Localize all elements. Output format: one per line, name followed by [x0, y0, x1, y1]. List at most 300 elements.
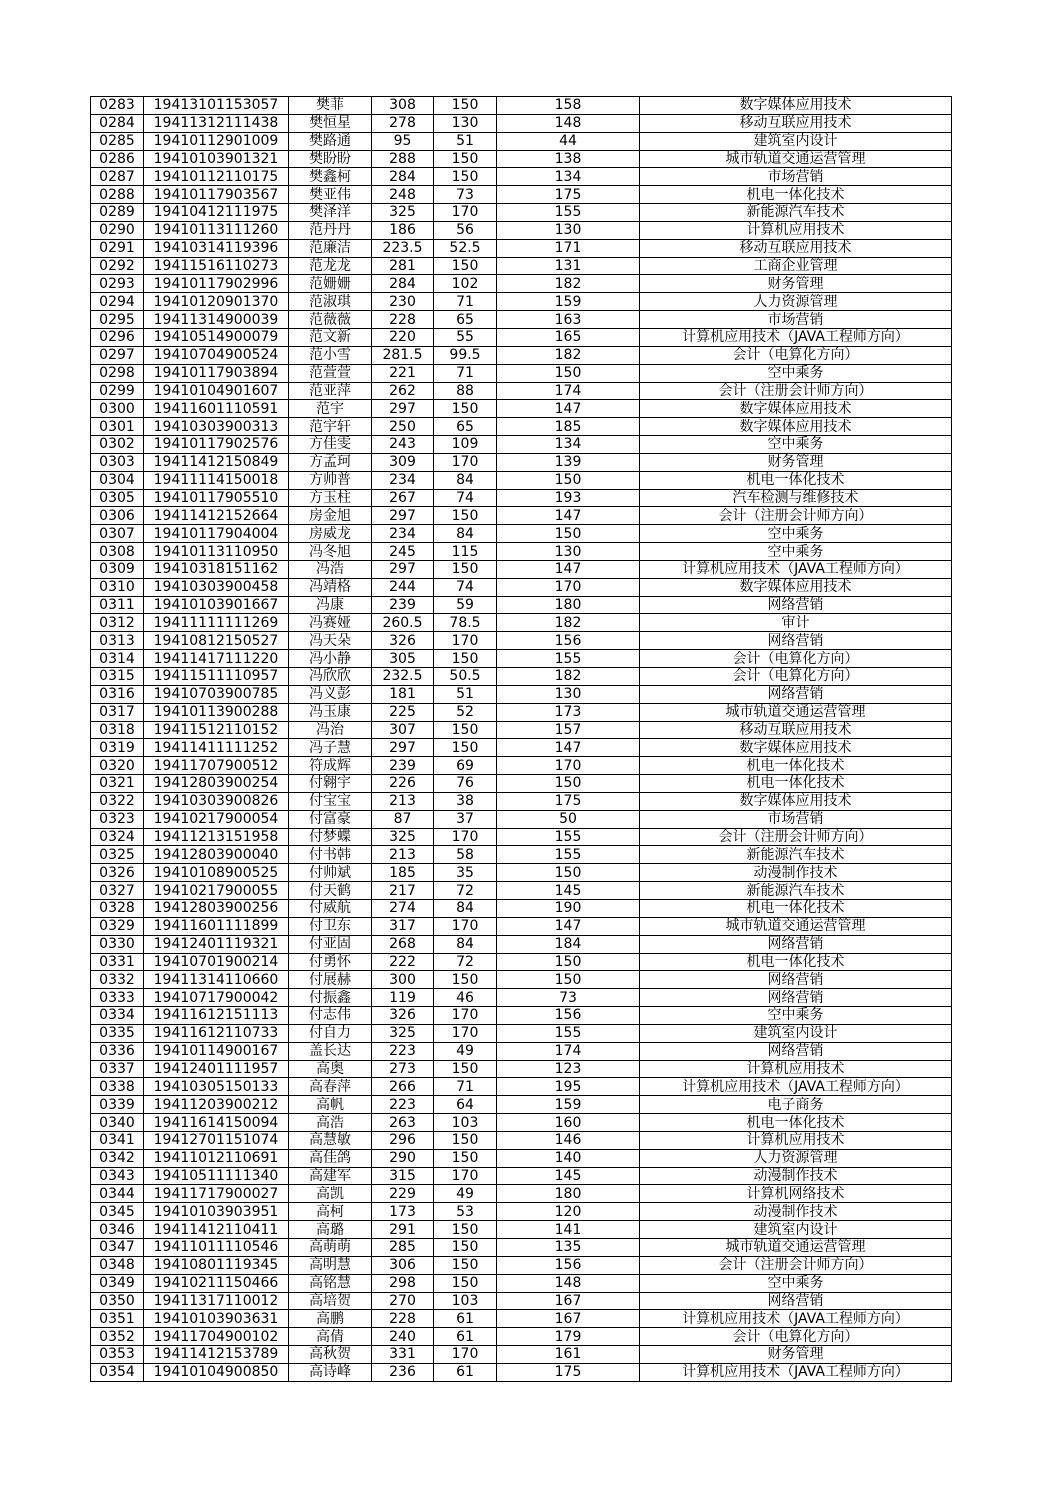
- table-row: [91, 293, 952, 311]
- cell-total-score: 288: [372, 150, 434, 168]
- table-row: [91, 1078, 952, 1096]
- cell-score-b: 159: [497, 1096, 640, 1114]
- cell-exam-id: 19410314119396: [144, 239, 289, 257]
- cell-student-name: 冯小静: [289, 650, 372, 668]
- cell-score-a: 150: [434, 400, 497, 418]
- cell-total-score: 223: [372, 1096, 434, 1114]
- cell-student-name: 高奥: [289, 1060, 372, 1078]
- cell-score-b: 44: [497, 132, 640, 150]
- cell-total-score: 274: [372, 899, 434, 917]
- table-row: [91, 150, 952, 168]
- cell-major: 会计（注册会计师方向）: [640, 828, 952, 846]
- cell-row-number: 0312: [91, 614, 144, 632]
- cell-major: 空中乘务: [640, 364, 952, 382]
- cell-student-name: 高建军: [289, 1167, 372, 1185]
- table-row: [91, 543, 952, 561]
- cell-total-score: 267: [372, 489, 434, 507]
- cell-major: 空中乘务: [640, 1274, 952, 1292]
- cell-student-name: 高璐: [289, 1221, 372, 1239]
- cell-row-number: 0287: [91, 168, 144, 186]
- table-row: [91, 828, 952, 846]
- cell-row-number: 0339: [91, 1096, 144, 1114]
- cell-score-a: 102: [434, 275, 497, 293]
- cell-major: 计算机应用技术: [640, 1131, 952, 1149]
- cell-major: 数字媒体应用技术: [640, 792, 952, 810]
- cell-score-a: 170: [434, 1007, 497, 1025]
- cell-exam-id: 19410305150133: [144, 1078, 289, 1096]
- cell-score-b: 147: [497, 560, 640, 578]
- cell-score-b: 155: [497, 650, 640, 668]
- cell-row-number: 0295: [91, 311, 144, 329]
- cell-exam-id: 19412701151074: [144, 1131, 289, 1149]
- cell-score-a: 103: [434, 1292, 497, 1310]
- cell-major: 网络营销: [640, 1042, 952, 1060]
- cell-total-score: 250: [372, 418, 434, 436]
- cell-row-number: 0332: [91, 971, 144, 989]
- cell-row-number: 0297: [91, 346, 144, 364]
- cell-student-name: 高铭慧: [289, 1274, 372, 1292]
- cell-row-number: 0329: [91, 917, 144, 935]
- cell-major: 财务管理: [640, 1346, 952, 1364]
- cell-score-a: 61: [434, 1310, 497, 1328]
- cell-major: 财务管理: [640, 275, 952, 293]
- cell-row-number: 0301: [91, 418, 144, 436]
- cell-major: 城市轨道交通运营管理: [640, 703, 952, 721]
- cell-exam-id: 19411412153789: [144, 1346, 289, 1364]
- cell-row-number: 0289: [91, 204, 144, 222]
- cell-exam-id: 19411213151958: [144, 828, 289, 846]
- cell-exam-id: 19410108900525: [144, 864, 289, 882]
- cell-score-b: 147: [497, 400, 640, 418]
- cell-exam-id: 19412401111957: [144, 1060, 289, 1078]
- cell-total-score: 263: [372, 1114, 434, 1132]
- cell-score-b: 170: [497, 757, 640, 775]
- cell-row-number: 0322: [91, 792, 144, 810]
- table-row: [91, 739, 952, 757]
- cell-score-b: 179: [497, 1328, 640, 1346]
- cell-student-name: 方孟珂: [289, 453, 372, 471]
- table-row: [91, 899, 952, 917]
- cell-major: 机电一体化技术: [640, 775, 952, 793]
- cell-major: 数字媒体应用技术: [640, 97, 952, 115]
- cell-score-b: 138: [497, 150, 640, 168]
- table-row: [91, 668, 952, 686]
- table-row: [91, 132, 952, 150]
- cell-row-number: 0350: [91, 1292, 144, 1310]
- cell-score-a: 88: [434, 382, 497, 400]
- cell-row-number: 0331: [91, 953, 144, 971]
- cell-student-name: 付亚固: [289, 935, 372, 953]
- cell-row-number: 0333: [91, 989, 144, 1007]
- cell-student-name: 范萱萱: [289, 364, 372, 382]
- cell-total-score: 220: [372, 328, 434, 346]
- cell-student-name: 高鹏: [289, 1310, 372, 1328]
- cell-exam-id: 19411412150849: [144, 453, 289, 471]
- table-row: [91, 953, 952, 971]
- cell-row-number: 0315: [91, 668, 144, 686]
- cell-score-b: 140: [497, 1149, 640, 1167]
- cell-score-b: 158: [497, 97, 640, 115]
- cell-row-number: 0314: [91, 650, 144, 668]
- table-row: [91, 1114, 952, 1132]
- table-row: [91, 239, 952, 257]
- cell-student-name: 范小雪: [289, 346, 372, 364]
- cell-score-a: 115: [434, 543, 497, 561]
- cell-major: 城市轨道交通运营管理: [640, 1239, 952, 1257]
- cell-score-a: 51: [434, 132, 497, 150]
- cell-student-name: 付志伟: [289, 1007, 372, 1025]
- table-row: [91, 507, 952, 525]
- cell-exam-id: 19410117903894: [144, 364, 289, 382]
- cell-exam-id: 19410112901009: [144, 132, 289, 150]
- cell-score-b: 150: [497, 775, 640, 793]
- cell-major: 新能源汽车技术: [640, 204, 952, 222]
- cell-score-b: 148: [497, 1274, 640, 1292]
- cell-exam-id: 19410117903567: [144, 186, 289, 204]
- cell-score-b: 180: [497, 596, 640, 614]
- cell-student-name: 付天鹤: [289, 882, 372, 900]
- cell-score-b: 134: [497, 168, 640, 186]
- cell-exam-id: 19410117902996: [144, 275, 289, 293]
- cell-student-name: 付勇怀: [289, 953, 372, 971]
- table-row: [91, 311, 952, 329]
- table-row: [91, 1149, 952, 1167]
- cell-major: 空中乘务: [640, 436, 952, 454]
- cell-student-name: 樊路通: [289, 132, 372, 150]
- cell-row-number: 0310: [91, 578, 144, 596]
- table-row: [91, 400, 952, 418]
- cell-score-a: 46: [434, 989, 497, 1007]
- cell-exam-id: 19411512110152: [144, 721, 289, 739]
- cell-score-a: 150: [434, 257, 497, 275]
- table-row: [91, 757, 952, 775]
- cell-major: 移动互联应用技术: [640, 114, 952, 132]
- cell-score-a: 150: [434, 560, 497, 578]
- cell-major: 空中乘务: [640, 1007, 952, 1025]
- cell-score-b: 145: [497, 882, 640, 900]
- cell-row-number: 0296: [91, 328, 144, 346]
- cell-student-name: 樊泽洋: [289, 204, 372, 222]
- cell-major: 机电一体化技术: [640, 471, 952, 489]
- cell-total-score: 306: [372, 1256, 434, 1274]
- cell-exam-id: 19410701900214: [144, 953, 289, 971]
- cell-major: 审计: [640, 614, 952, 632]
- cell-exam-id: 19410511111340: [144, 1167, 289, 1185]
- cell-major: 机电一体化技术: [640, 757, 952, 775]
- cell-score-a: 35: [434, 864, 497, 882]
- cell-total-score: 186: [372, 221, 434, 239]
- table-row: [91, 453, 952, 471]
- cell-score-a: 150: [434, 1149, 497, 1167]
- cell-total-score: 87: [372, 810, 434, 828]
- cell-student-name: 冯浩: [289, 560, 372, 578]
- cell-student-name: 范龙龙: [289, 257, 372, 275]
- cell-score-b: 120: [497, 1203, 640, 1221]
- cell-score-a: 55: [434, 328, 497, 346]
- cell-score-b: 134: [497, 436, 640, 454]
- cell-major: 数字媒体应用技术: [640, 578, 952, 596]
- table-row: [91, 560, 952, 578]
- cell-row-number: 0345: [91, 1203, 144, 1221]
- cell-total-score: 222: [372, 953, 434, 971]
- cell-score-b: 173: [497, 703, 640, 721]
- table-row: [91, 471, 952, 489]
- cell-score-a: 72: [434, 953, 497, 971]
- cell-row-number: 0303: [91, 453, 144, 471]
- cell-total-score: 245: [372, 543, 434, 561]
- cell-total-score: 309: [372, 453, 434, 471]
- cell-total-score: 229: [372, 1185, 434, 1203]
- cell-major: 网络营销: [640, 989, 952, 1007]
- cell-score-a: 170: [434, 1024, 497, 1042]
- cell-score-b: 155: [497, 204, 640, 222]
- cell-student-name: 范廉洁: [289, 239, 372, 257]
- cell-score-a: 150: [434, 507, 497, 525]
- cell-exam-id: 19412803900040: [144, 846, 289, 864]
- cell-student-name: 高倩: [289, 1328, 372, 1346]
- cell-total-score: 234: [372, 525, 434, 543]
- cell-exam-id: 19410303900458: [144, 578, 289, 596]
- cell-row-number: 0291: [91, 239, 144, 257]
- table-row: [91, 882, 952, 900]
- cell-score-b: 174: [497, 1042, 640, 1060]
- table-row: [91, 846, 952, 864]
- cell-student-name: 高秋贺: [289, 1346, 372, 1364]
- table-row: [91, 346, 952, 364]
- table-row: [91, 525, 952, 543]
- cell-major: 计算机应用技术（JAVA工程师方向）: [640, 1310, 952, 1328]
- cell-row-number: 0340: [91, 1114, 144, 1132]
- cell-row-number: 0316: [91, 685, 144, 703]
- cell-row-number: 0319: [91, 739, 144, 757]
- cell-total-score: 331: [372, 1346, 434, 1364]
- cell-score-a: 84: [434, 471, 497, 489]
- cell-total-score: 248: [372, 186, 434, 204]
- table-row: [91, 989, 952, 1007]
- cell-score-b: 155: [497, 828, 640, 846]
- cell-score-b: 147: [497, 917, 640, 935]
- cell-student-name: 付帅斌: [289, 864, 372, 882]
- cell-row-number: 0298: [91, 364, 144, 382]
- cell-student-name: 冯欣欣: [289, 668, 372, 686]
- cell-student-name: 方帅普: [289, 471, 372, 489]
- cell-major: 数字媒体应用技术: [640, 400, 952, 418]
- cell-exam-id: 19410103901667: [144, 596, 289, 614]
- cell-exam-id: 19411511110957: [144, 668, 289, 686]
- cell-row-number: 0347: [91, 1239, 144, 1257]
- cell-total-score: 234: [372, 471, 434, 489]
- cell-student-name: 付宝宝: [289, 792, 372, 810]
- cell-row-number: 0305: [91, 489, 144, 507]
- cell-row-number: 0341: [91, 1131, 144, 1149]
- cell-student-name: 付卫东: [289, 917, 372, 935]
- cell-exam-id: 19411314900039: [144, 311, 289, 329]
- cell-major: 机电一体化技术: [640, 899, 952, 917]
- cell-score-b: 157: [497, 721, 640, 739]
- cell-student-name: 付自力: [289, 1024, 372, 1042]
- cell-score-a: 109: [434, 436, 497, 454]
- cell-score-b: 160: [497, 1114, 640, 1132]
- cell-student-name: 范姗姗: [289, 275, 372, 293]
- cell-row-number: 0334: [91, 1007, 144, 1025]
- cell-score-b: 156: [497, 632, 640, 650]
- cell-score-a: 84: [434, 525, 497, 543]
- cell-exam-id: 19412803900254: [144, 775, 289, 793]
- cell-exam-id: 19410103903631: [144, 1310, 289, 1328]
- cell-score-a: 69: [434, 757, 497, 775]
- cell-student-name: 范丹丹: [289, 221, 372, 239]
- cell-score-a: 150: [434, 971, 497, 989]
- cell-total-score: 221: [372, 364, 434, 382]
- cell-major: 新能源汽车技术: [640, 882, 952, 900]
- cell-exam-id: 19412803900256: [144, 899, 289, 917]
- cell-total-score: 281: [372, 257, 434, 275]
- cell-total-score: 217: [372, 882, 434, 900]
- cell-row-number: 0285: [91, 132, 144, 150]
- cell-major: 建筑室内设计: [640, 1024, 952, 1042]
- cell-score-b: 182: [497, 668, 640, 686]
- cell-row-number: 0337: [91, 1060, 144, 1078]
- cell-exam-id: 19410113110950: [144, 543, 289, 561]
- table-row: [91, 632, 952, 650]
- cell-exam-id: 19410703900785: [144, 685, 289, 703]
- cell-student-name: 冯赛娅: [289, 614, 372, 632]
- cell-score-b: 150: [497, 364, 640, 382]
- cell-exam-id: 19410211150466: [144, 1274, 289, 1292]
- table-row: [91, 721, 952, 739]
- cell-row-number: 0292: [91, 257, 144, 275]
- cell-score-b: 163: [497, 311, 640, 329]
- cell-score-a: 130: [434, 114, 497, 132]
- table-row: [91, 1007, 952, 1025]
- cell-student-name: 方佳雯: [289, 436, 372, 454]
- cell-major: 市场营销: [640, 810, 952, 828]
- cell-student-name: 范文新: [289, 328, 372, 346]
- cell-exam-id: 19410812150527: [144, 632, 289, 650]
- cell-major: 网络营销: [640, 685, 952, 703]
- cell-total-score: 243: [372, 436, 434, 454]
- cell-major: 计算机应用技术: [640, 1060, 952, 1078]
- cell-exam-id: 19410114900167: [144, 1042, 289, 1060]
- cell-major: 动漫制作技术: [640, 1167, 952, 1185]
- cell-total-score: 213: [372, 846, 434, 864]
- cell-major: 市场营销: [640, 168, 952, 186]
- cell-score-a: 61: [434, 1328, 497, 1346]
- cell-row-number: 0326: [91, 864, 144, 882]
- cell-major: 会计（电算化方向）: [640, 650, 952, 668]
- table-row: [91, 596, 952, 614]
- cell-exam-id: 19411317110012: [144, 1292, 289, 1310]
- cell-exam-id: 19410303900313: [144, 418, 289, 436]
- cell-student-name: 冯康: [289, 596, 372, 614]
- cell-total-score: 298: [372, 1274, 434, 1292]
- cell-student-name: 房威龙: [289, 525, 372, 543]
- cell-score-b: 150: [497, 953, 640, 971]
- cell-row-number: 0320: [91, 757, 144, 775]
- cell-score-b: 130: [497, 221, 640, 239]
- cell-score-a: 52.5: [434, 239, 497, 257]
- cell-major: 会计（注册会计师方向）: [640, 507, 952, 525]
- cell-score-a: 52: [434, 703, 497, 721]
- cell-major: 机电一体化技术: [640, 953, 952, 971]
- cell-major: 计算机应用技术（JAVA工程师方向）: [640, 1363, 952, 1381]
- table-row: [91, 703, 952, 721]
- cell-score-b: 131: [497, 257, 640, 275]
- cell-total-score: 291: [372, 1221, 434, 1239]
- cell-row-number: 0349: [91, 1274, 144, 1292]
- cell-score-a: 76: [434, 775, 497, 793]
- cell-major: 计算机应用技术（JAVA工程师方向）: [640, 328, 952, 346]
- cell-score-b: 184: [497, 935, 640, 953]
- cell-major: 机电一体化技术: [640, 186, 952, 204]
- cell-exam-id: 19410117905510: [144, 489, 289, 507]
- table-row: [91, 578, 952, 596]
- cell-student-name: 冯子慧: [289, 739, 372, 757]
- cell-student-name: 范宇轩: [289, 418, 372, 436]
- cell-major: 动漫制作技术: [640, 864, 952, 882]
- table-row: [91, 917, 952, 935]
- cell-score-b: 174: [497, 382, 640, 400]
- cell-exam-id: 19411612151113: [144, 1007, 289, 1025]
- cell-score-a: 74: [434, 489, 497, 507]
- cell-row-number: 0325: [91, 846, 144, 864]
- cell-score-b: 182: [497, 614, 640, 632]
- cell-total-score: 315: [372, 1167, 434, 1185]
- cell-row-number: 0330: [91, 935, 144, 953]
- cell-total-score: 325: [372, 204, 434, 222]
- table-row: [91, 328, 952, 346]
- cell-score-b: 167: [497, 1292, 640, 1310]
- cell-row-number: 0304: [91, 471, 144, 489]
- cell-student-name: 付书韩: [289, 846, 372, 864]
- cell-major: 新能源汽车技术: [640, 846, 952, 864]
- cell-score-a: 49: [434, 1042, 497, 1060]
- cell-row-number: 0284: [91, 114, 144, 132]
- cell-exam-id: 19411516110273: [144, 257, 289, 275]
- cell-row-number: 0302: [91, 436, 144, 454]
- cell-row-number: 0308: [91, 543, 144, 561]
- cell-total-score: 297: [372, 507, 434, 525]
- cell-exam-id: 19411614150094: [144, 1114, 289, 1132]
- cell-score-b: 73: [497, 989, 640, 1007]
- cell-major: 会计（电算化方向）: [640, 1328, 952, 1346]
- cell-total-score: 95: [372, 132, 434, 150]
- cell-score-b: 155: [497, 846, 640, 864]
- cell-major: 网络营销: [640, 971, 952, 989]
- cell-exam-id: 19411717900027: [144, 1185, 289, 1203]
- cell-student-name: 樊鑫柯: [289, 168, 372, 186]
- table-row: [91, 1042, 952, 1060]
- cell-total-score: 262: [372, 382, 434, 400]
- cell-major: 工商企业管理: [640, 257, 952, 275]
- table-row: [91, 1167, 952, 1185]
- table-row: [91, 186, 952, 204]
- table-row: [91, 489, 952, 507]
- cell-row-number: 0317: [91, 703, 144, 721]
- cell-score-a: 150: [434, 150, 497, 168]
- table-row: [91, 792, 952, 810]
- cell-student-name: 范薇薇: [289, 311, 372, 329]
- cell-row-number: 0294: [91, 293, 144, 311]
- cell-score-a: 170: [434, 1346, 497, 1364]
- cell-row-number: 0309: [91, 560, 144, 578]
- cell-student-name: 高浩: [289, 1114, 372, 1132]
- cell-score-b: 150: [497, 971, 640, 989]
- table-row: [91, 1274, 952, 1292]
- cell-exam-id: 19411203900212: [144, 1096, 289, 1114]
- table-row: [91, 97, 952, 115]
- cell-row-number: 0318: [91, 721, 144, 739]
